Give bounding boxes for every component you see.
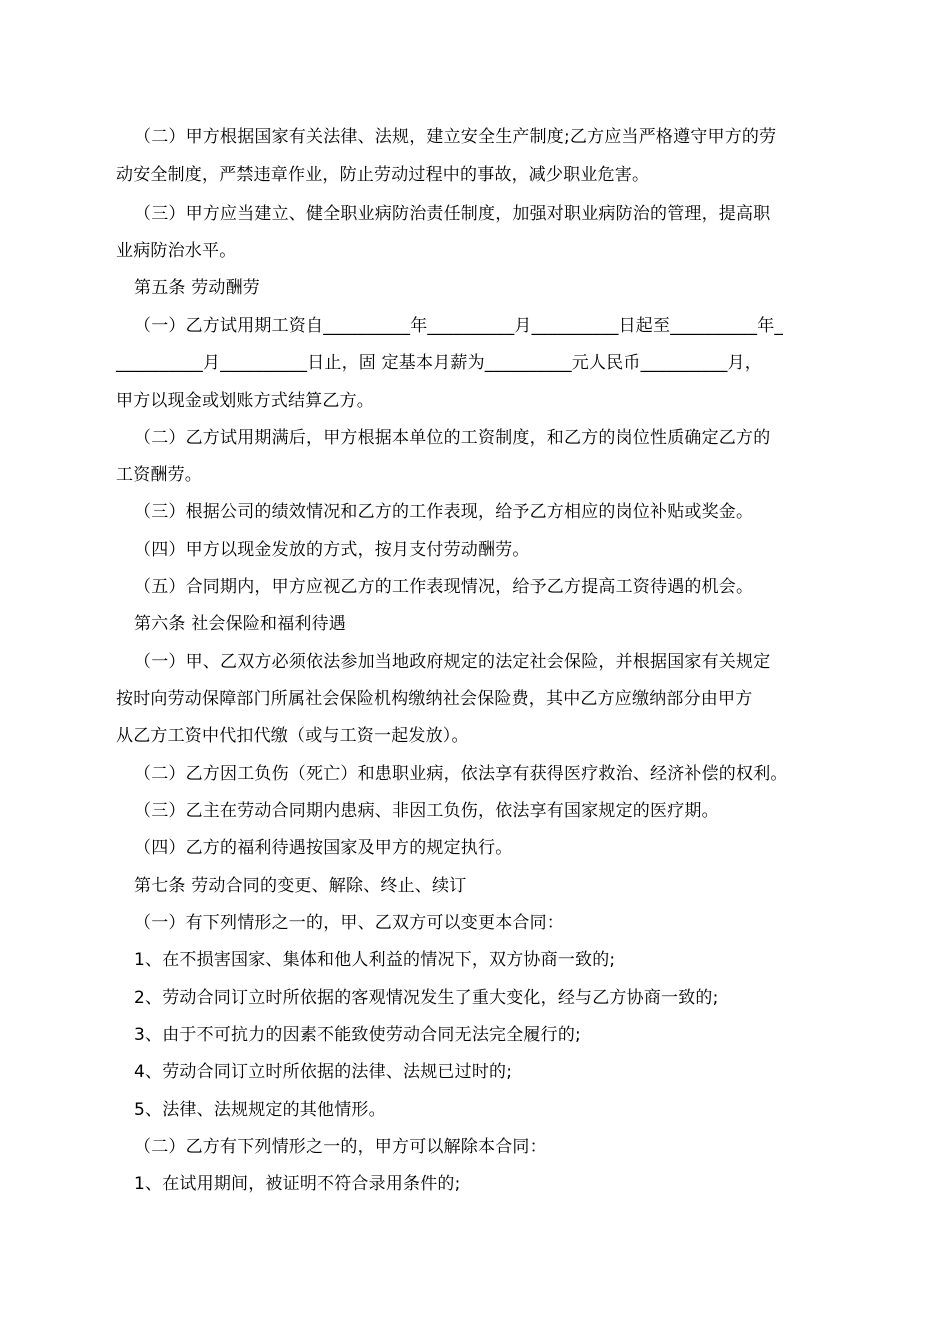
paragraph-line: __________月__________日止，固 定基本月薪为__________元人民币__________月，	[116, 353, 763, 373]
paragraph-line: （三）乙主在劳动合同期内患病、非因工负伤，依法享有国家规定的医疗期。	[134, 801, 719, 821]
list-item: 1、在试用期间，被证明不符合录用条件的;	[134, 1174, 461, 1194]
paragraph-line: （一）有下列情形之一的，甲、乙双方可以变更本合同：	[134, 913, 564, 933]
paragraph-line: （二）乙方因工负伤（死亡）和患职业病，依法享有获得医疗救治、经济补偿的权利。	[134, 764, 788, 784]
list-item: 2、劳动合同订立时所依据的客观情况发生了重大变化，经与乙方协商一致的;	[134, 988, 719, 1008]
list-item: 3、由于不可抗力的因素不能致使劳动合同无法完全履行的;	[134, 1025, 581, 1045]
list-item: 4、劳动合同订立时所依据的法律、法规已过时的;	[134, 1062, 513, 1082]
paragraph-line: （二）乙方有下列情形之一的，甲方可以解除本合同：	[134, 1137, 547, 1157]
section-heading: 第六条 社会保险和福利待遇	[134, 614, 347, 634]
paragraph-line: 从乙方工资中代扣代缴（或与工资一起发放）。	[116, 726, 469, 746]
paragraph-line: 业病防治水平。	[116, 241, 237, 261]
paragraph-line: 甲方以现金或划账方式结算乙方。	[116, 391, 374, 411]
paragraph-line: （三）根据公司的绩效情况和乙方的工作表现，给予乙方相应的岗位补贴或奖金。	[134, 502, 754, 522]
paragraph-line: （三）甲方应当建立、健全职业病防治责任制度，加强对职业病防治的管理，提高职	[134, 204, 771, 224]
paragraph-line: （二）乙方试用期满后，甲方根据本单位的工资制度，和乙方的岗位性质确定乙方的	[134, 428, 771, 448]
paragraph-line: 按时向劳动保障部门所属社会保险机构缴纳社会保险费，其中乙方应缴纳部分由甲方	[116, 689, 753, 709]
list-item: 1、在不损害国家、集体和他人利益的情况下，双方协商一致的;	[134, 950, 616, 970]
paragraph-line: （四）乙方的福利待遇按国家及甲方的规定执行。	[134, 838, 513, 858]
list-item: 5、法律、法规规定的其他情形。	[134, 1100, 386, 1120]
paragraph-line: （一）乙方试用期工资自__________年__________月__________日起至__________年_	[134, 316, 784, 336]
section-heading: 第七条 劳动合同的变更、解除、终止、续订	[134, 876, 467, 896]
paragraph-line: （一）甲、乙双方必须依法参加当地政府规定的法定社会保险，并根据国家有关规定	[134, 652, 771, 672]
paragraph-line: （四）甲方以现金发放的方式，按月支付劳动酬劳。	[134, 540, 530, 560]
paragraph-line: 动安全制度，严禁违章作业，防止劳动过程中的事故，减少职业危害。	[116, 165, 650, 185]
section-heading: 第五条 劳动酬劳	[134, 278, 261, 298]
paragraph-line: （五）合同期内，甲方应视乙方的工作表现情况，给予乙方提高工资待遇的机会。	[134, 577, 754, 597]
paragraph-line: （二）甲方根据国家有关法律、法规，建立安全生产制度;乙方应当严格遵守甲方的劳	[134, 127, 777, 147]
paragraph-line: 工资酬劳。	[116, 465, 202, 485]
